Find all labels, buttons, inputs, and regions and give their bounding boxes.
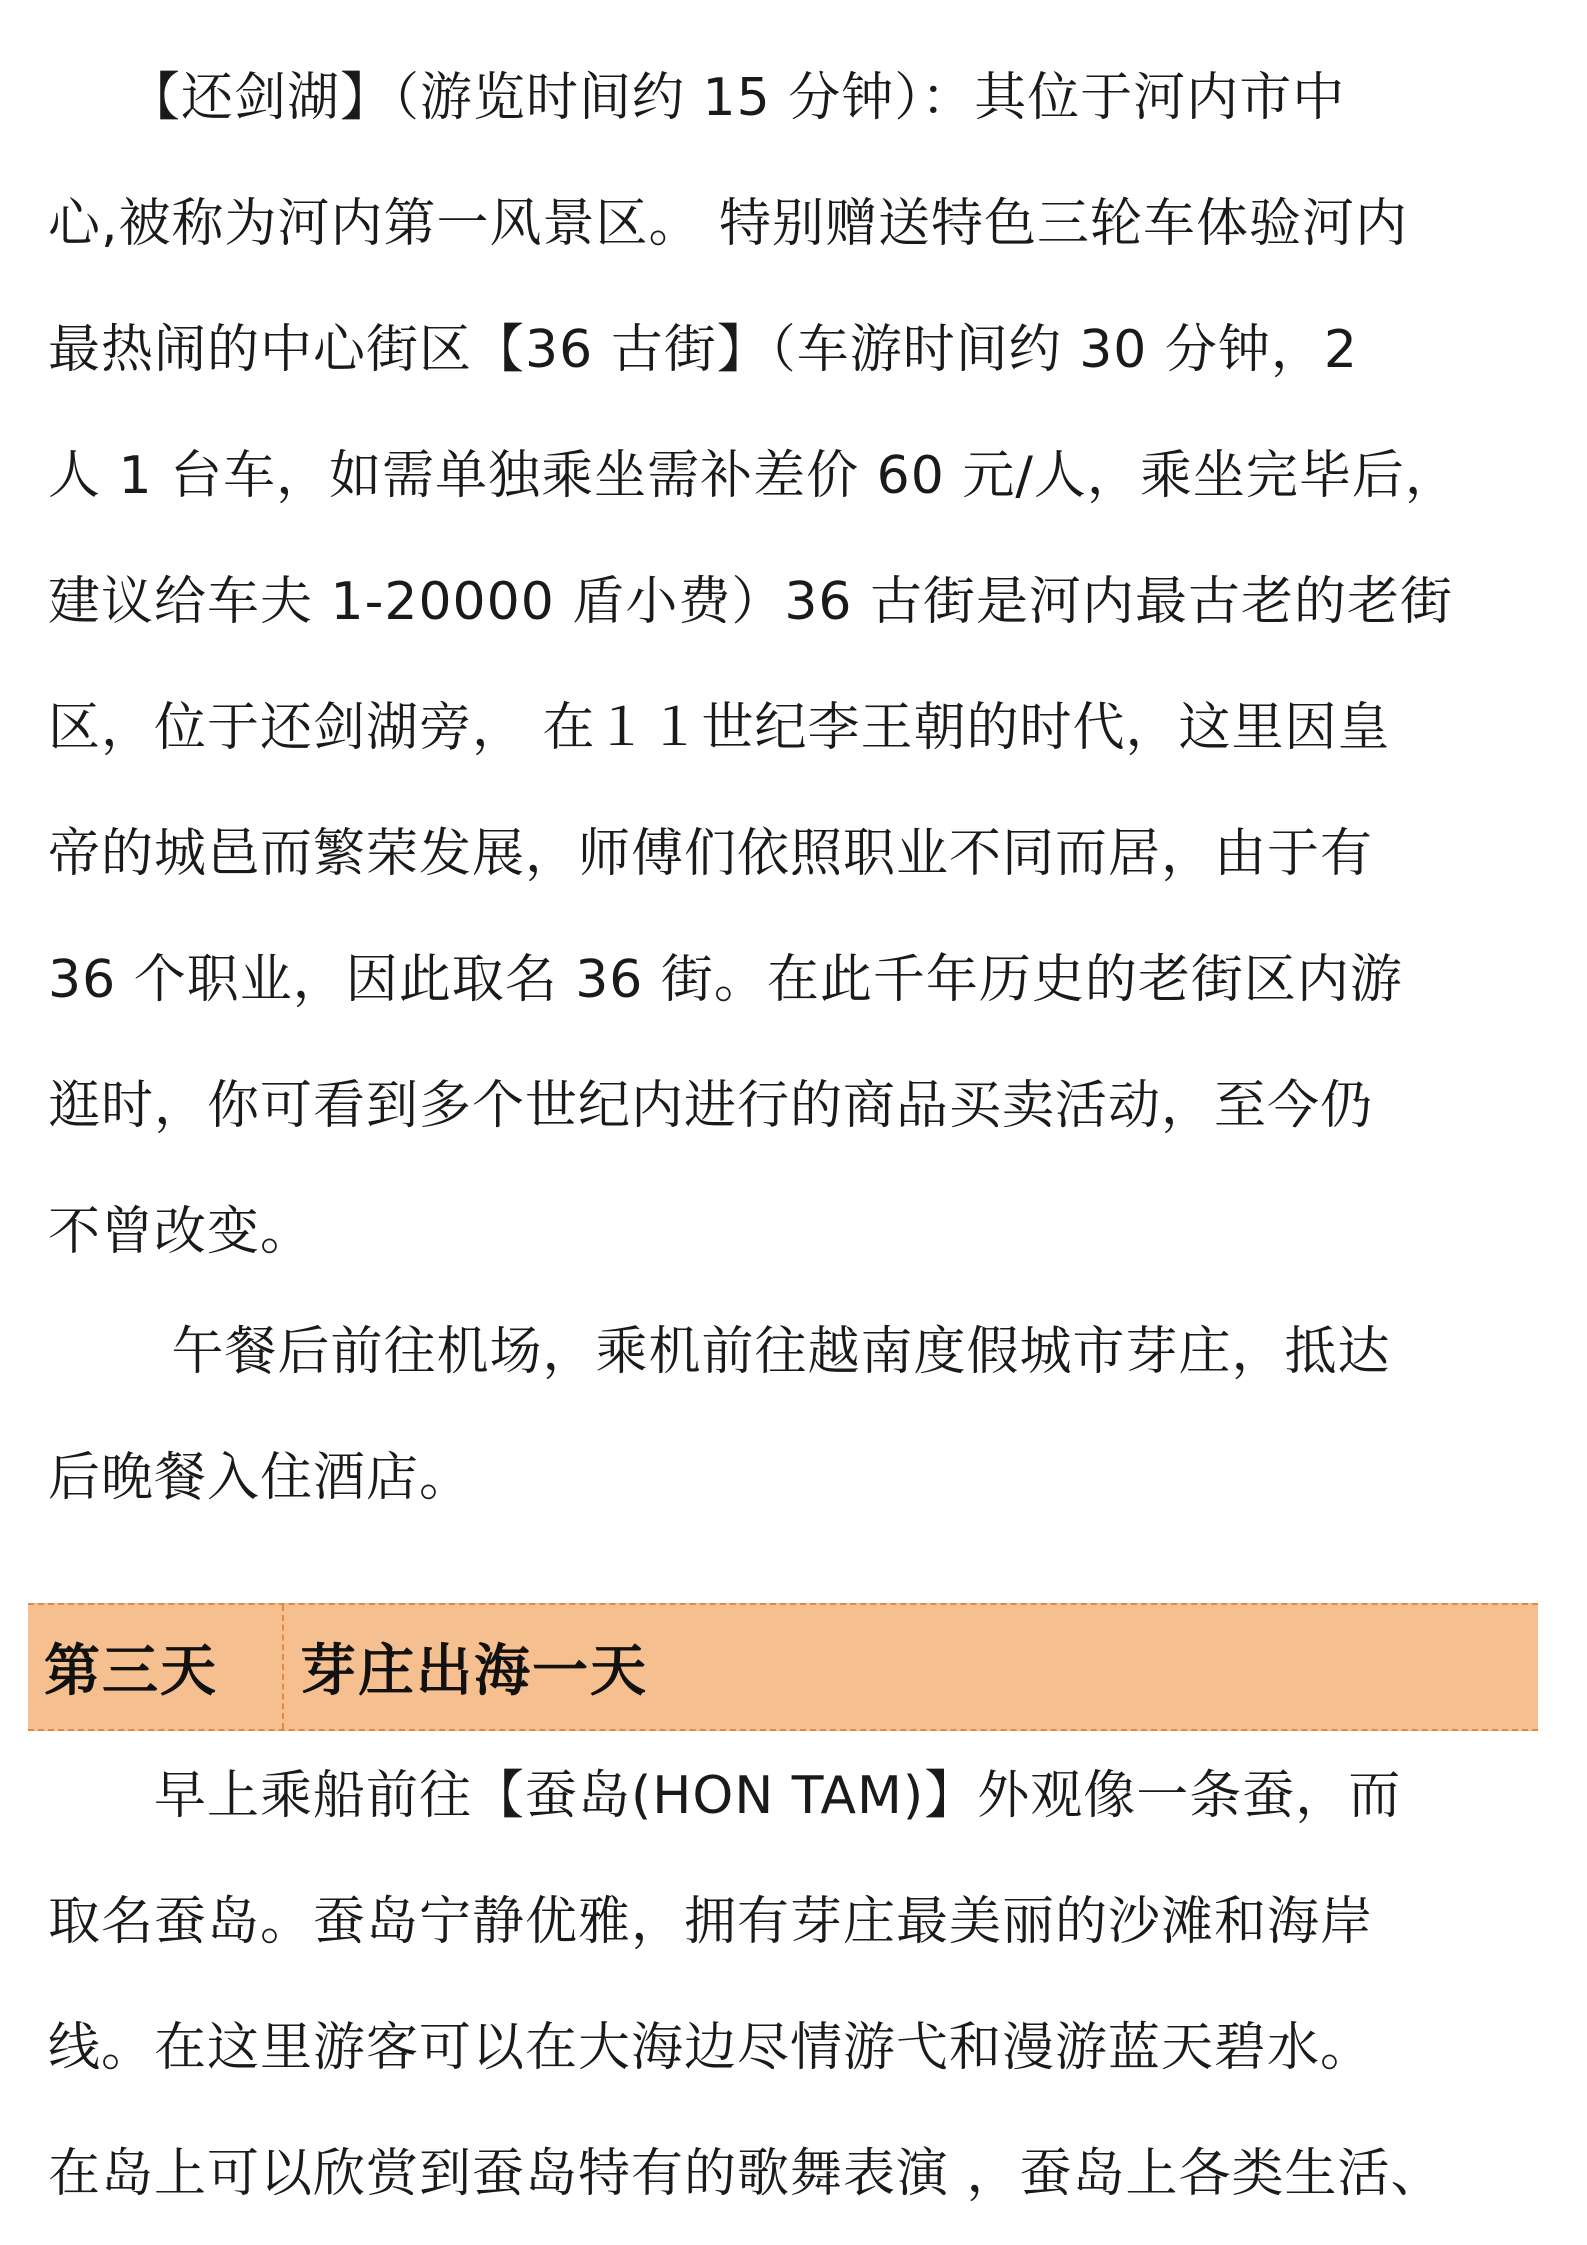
text-line: 最热闹的中心街区【36 古街】（车游时间约 30 分钟，2 [48, 320, 1359, 380]
text-line: 线。在这里游客可以在大海边尽情游弋和漫游蓝天碧水。 [48, 2018, 1374, 2078]
paragraph-hoan-kiem-lake [48, 35, 1548, 1295]
text-line: 午餐后前往机场，乘机前往越南度假城市芽庄，抵达 [48, 1322, 1391, 1382]
day-title-cell [284, 1605, 1538, 1729]
text-line: 人 1 台车，如需单独乘坐需补差价 60 元/人，乘坐完毕后， [48, 446, 1458, 506]
text-line: 建议给车夫 1-20000 盾小费）36 古街是河内最古老的老街 [48, 572, 1454, 632]
text-line: 帝的城邑而繁荣发展，师傅们依照职业不同而居，由于有 [48, 824, 1374, 884]
text-line: 逛时，你可看到多个世纪内进行的商品买卖活动，至今仍 [48, 1076, 1374, 1136]
text-line: 不曾改变。 [48, 1202, 314, 1262]
text-line: 区，位于还剑湖旁， 在１１世纪李王朝的时代，这里因皇 [48, 698, 1391, 758]
day-header [28, 1603, 1538, 1731]
text-line: 在岛上可以欣赏到蚕岛特有的歌舞表演 ，蚕岛上各类生活、 [48, 2144, 1444, 2204]
paragraph-flight-to-nha-trang [48, 1289, 1548, 1541]
day-label-cell [28, 1605, 284, 1729]
text-line: 后晚餐入住酒店。 [48, 1448, 473, 1508]
day-label: 第三天 [44, 1639, 218, 1704]
text-line: 心,被称为河内第一风景区。 特别赠送特色三轮车体验河内 [48, 194, 1409, 254]
text-line: 36 个职业，因此取名 36 街。在此千年历史的老街区内游 [48, 950, 1403, 1010]
paragraph-silk-island [48, 1733, 1548, 2237]
text-line: 取名蚕岛。蚕岛宁静优雅，拥有芽庄最美丽的沙滩和海岸 [48, 1892, 1374, 1952]
text-line: 早上乘船前往【蚕岛(HON TAM)】外观像一条蚕，而 [48, 1766, 1402, 1826]
text-line: 【还剑湖】（游览时间约 15 分钟）：其位于河内市中 [48, 68, 1346, 128]
day-title: 芽庄出海一天 [300, 1639, 648, 1704]
